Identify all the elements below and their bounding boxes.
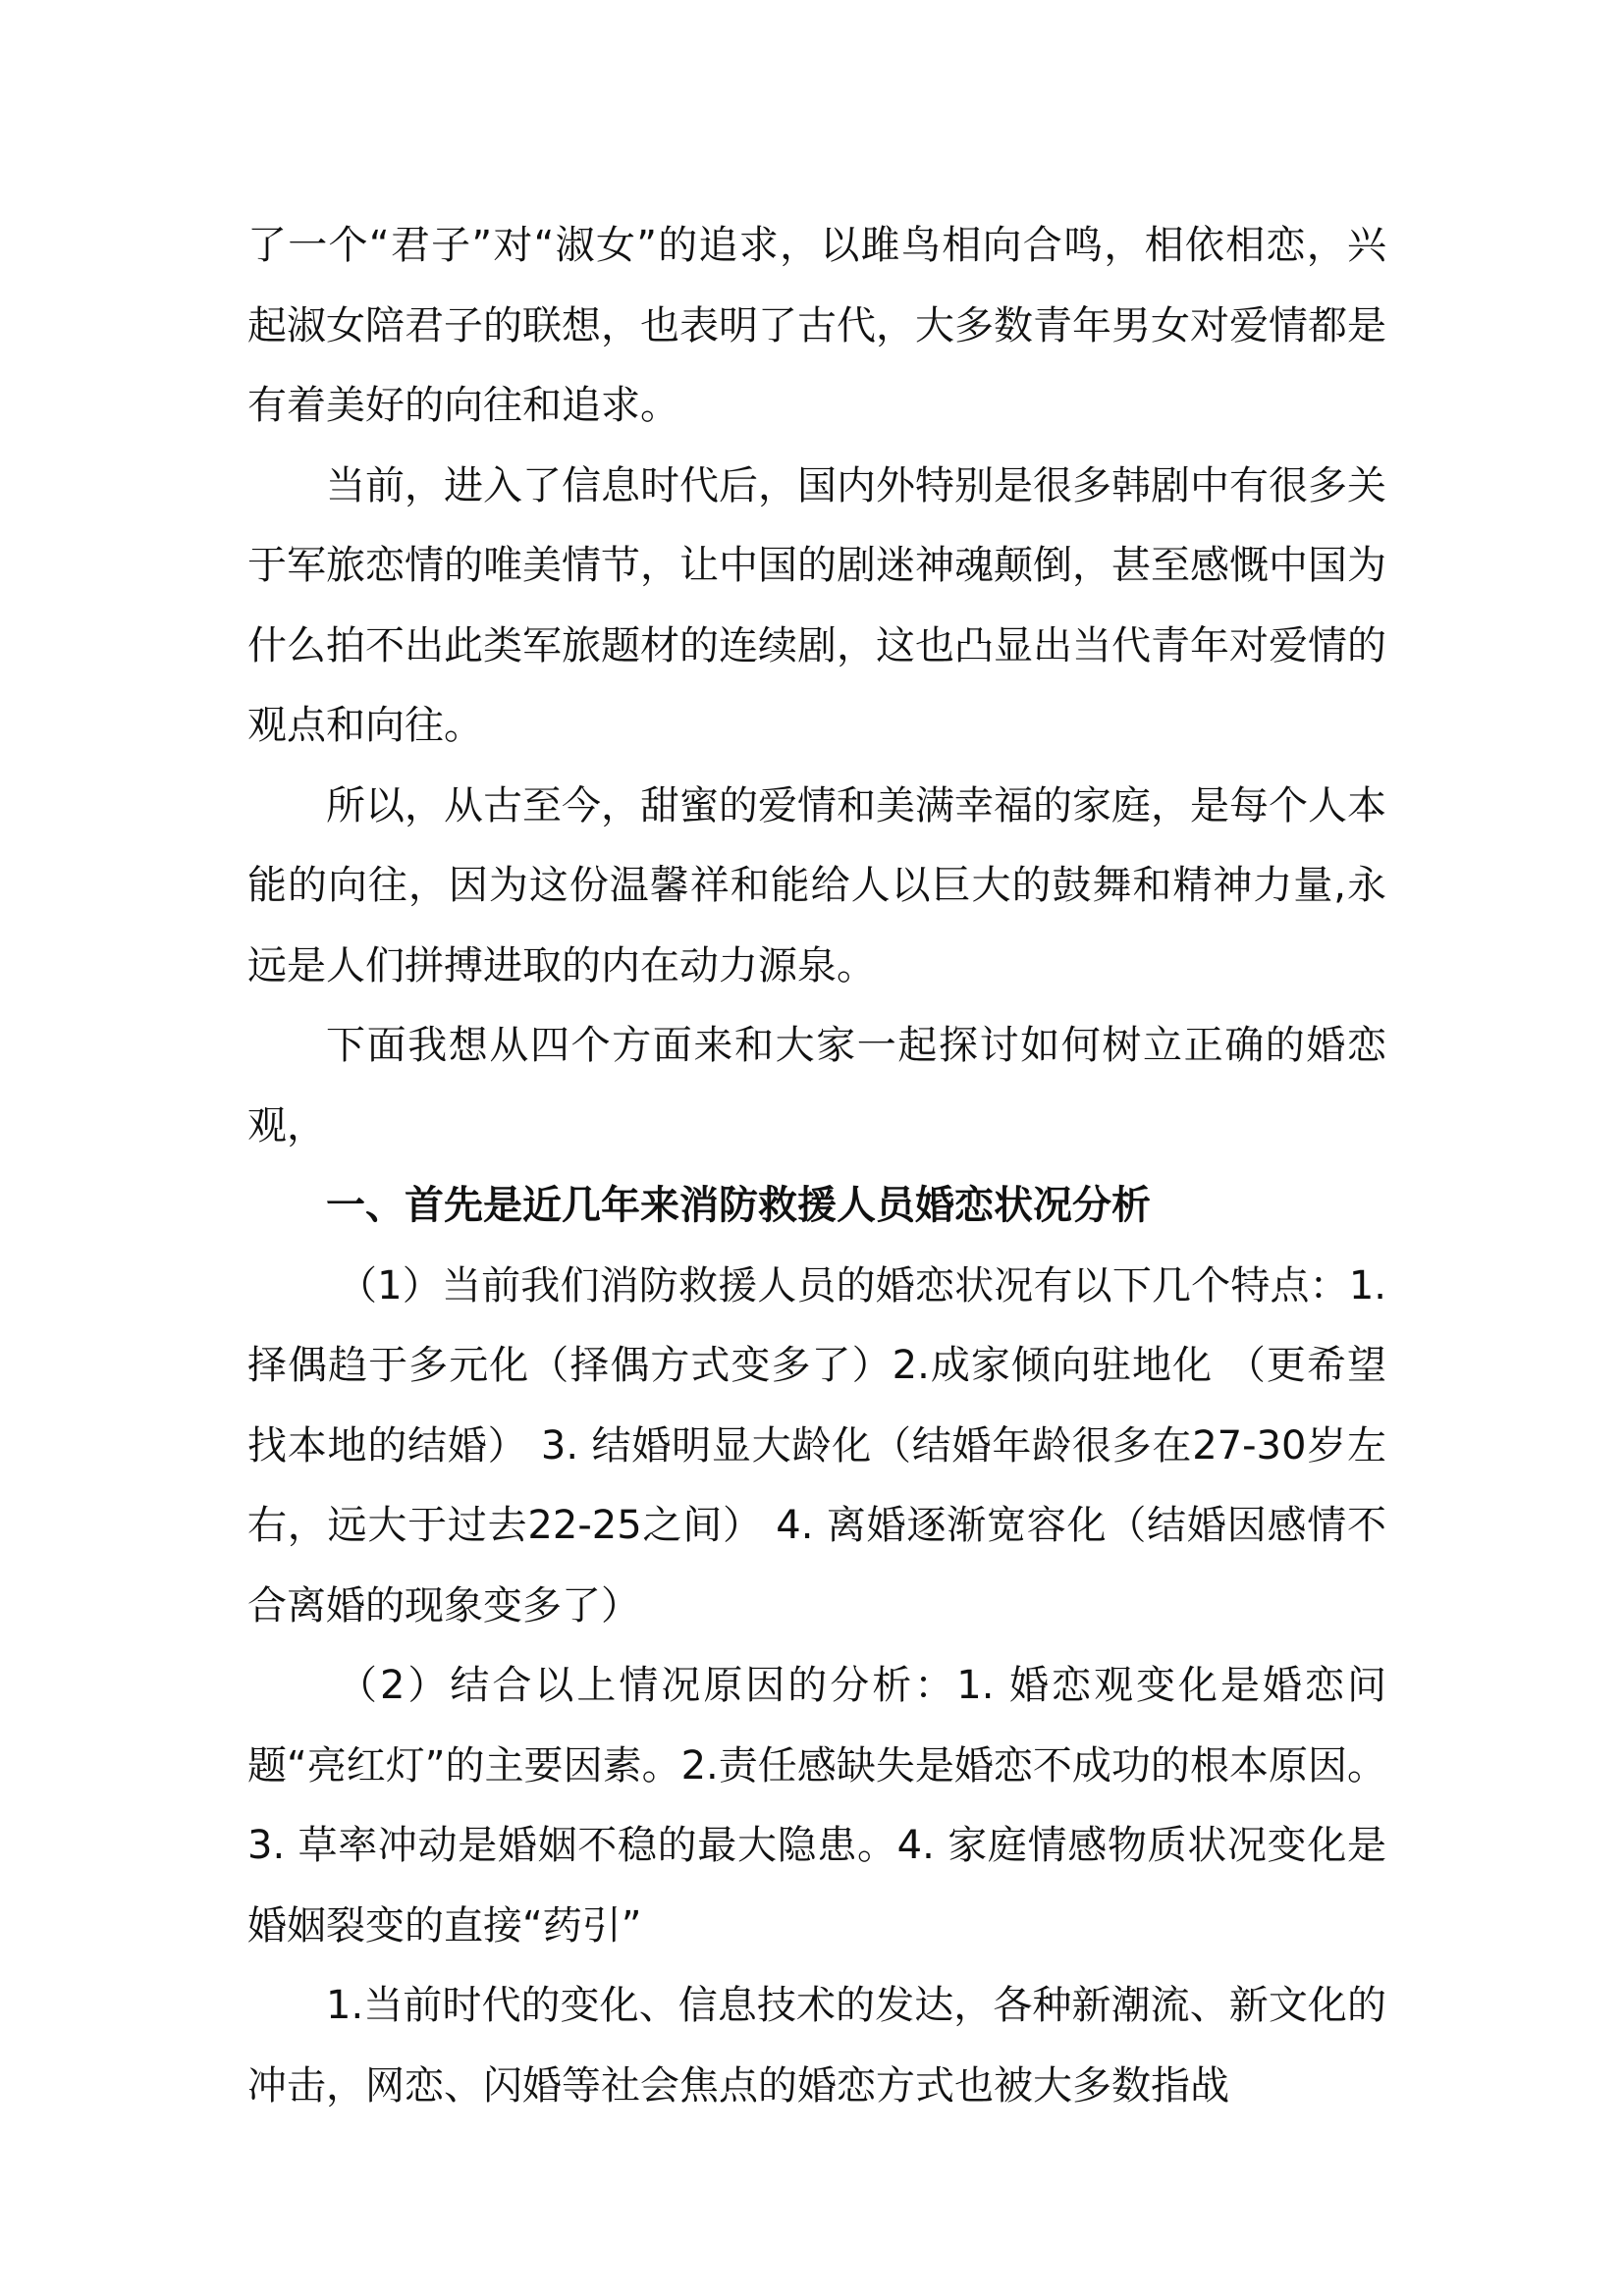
paragraph-causes: （2）结合以上情况原因的分析：1. 婚恋观变化是婚恋问题“亮红灯”的主要因素。2.责任感缺失是婚恋不成功的根本原因。3. 草率冲动是婚姻不稳的最大隐患。4. 家庭情感物质状况变化是婚姻裂变的直接“药引” <box>247 1663 1386 1949</box>
section-heading-one: 一、首先是近几年来消防救援人员婚恋状况分析 <box>326 1183 1151 1228</box>
paragraph-four-aspects: 下面我想从四个方面来和大家一起探讨如何树立正确的婚恋观， <box>247 1023 1386 1148</box>
paragraph-continuation: 了一个“君子”对“淑女”的追求，以雎鸟相向合鸣，相依相恋，兴起淑女陪君子的联想，也表明了古代，大多数青年男女对爱情都是有着美好的向往和追求。 <box>247 223 1386 428</box>
paragraph-information-era: 当前，进入了信息时代后，国内外特别是很多韩剧中有很多关于军旅恋情的唯美情节，让中国的剧迷神魂颠倒，甚至感慨中国为什么拍不出此类军旅题材的连续剧，这也凸显出当代青年对爱情的观点和向往。 <box>247 462 1386 748</box>
paragraph-characteristics: （1）当前我们消防救援人员的婚恋状况有以下几个特点：1. 择偶趋于多元化（择偶方式变多了）2.成家倾向驻地化 （更希望找本地的结婚） 3. 结婚明显大龄化（结婚年龄很多在27-30岁左右，远大于过去22-25之间） 4. 离婚逐渐宽容化（结婚因感情不合离婚的现象变多了） <box>247 1262 1386 1629</box>
paragraph-so-since-ancient: 所以，从古至今，甜蜜的爱情和美满幸福的家庭，是每个人本能的向往，因为这份温馨祥和能给人以巨大的鼓舞和精神力量,永远是人们拼搏进取的内在动力源泉。 <box>247 782 1386 988</box>
paragraph-point-one: 1.当前时代的变化、信息技术的发达，各种新潮流、新文化的冲击，网恋、闪婚等社会焦点的婚恋方式也被大多数指战 <box>247 1983 1386 2109</box>
document-body <box>247 206 1386 2126</box>
